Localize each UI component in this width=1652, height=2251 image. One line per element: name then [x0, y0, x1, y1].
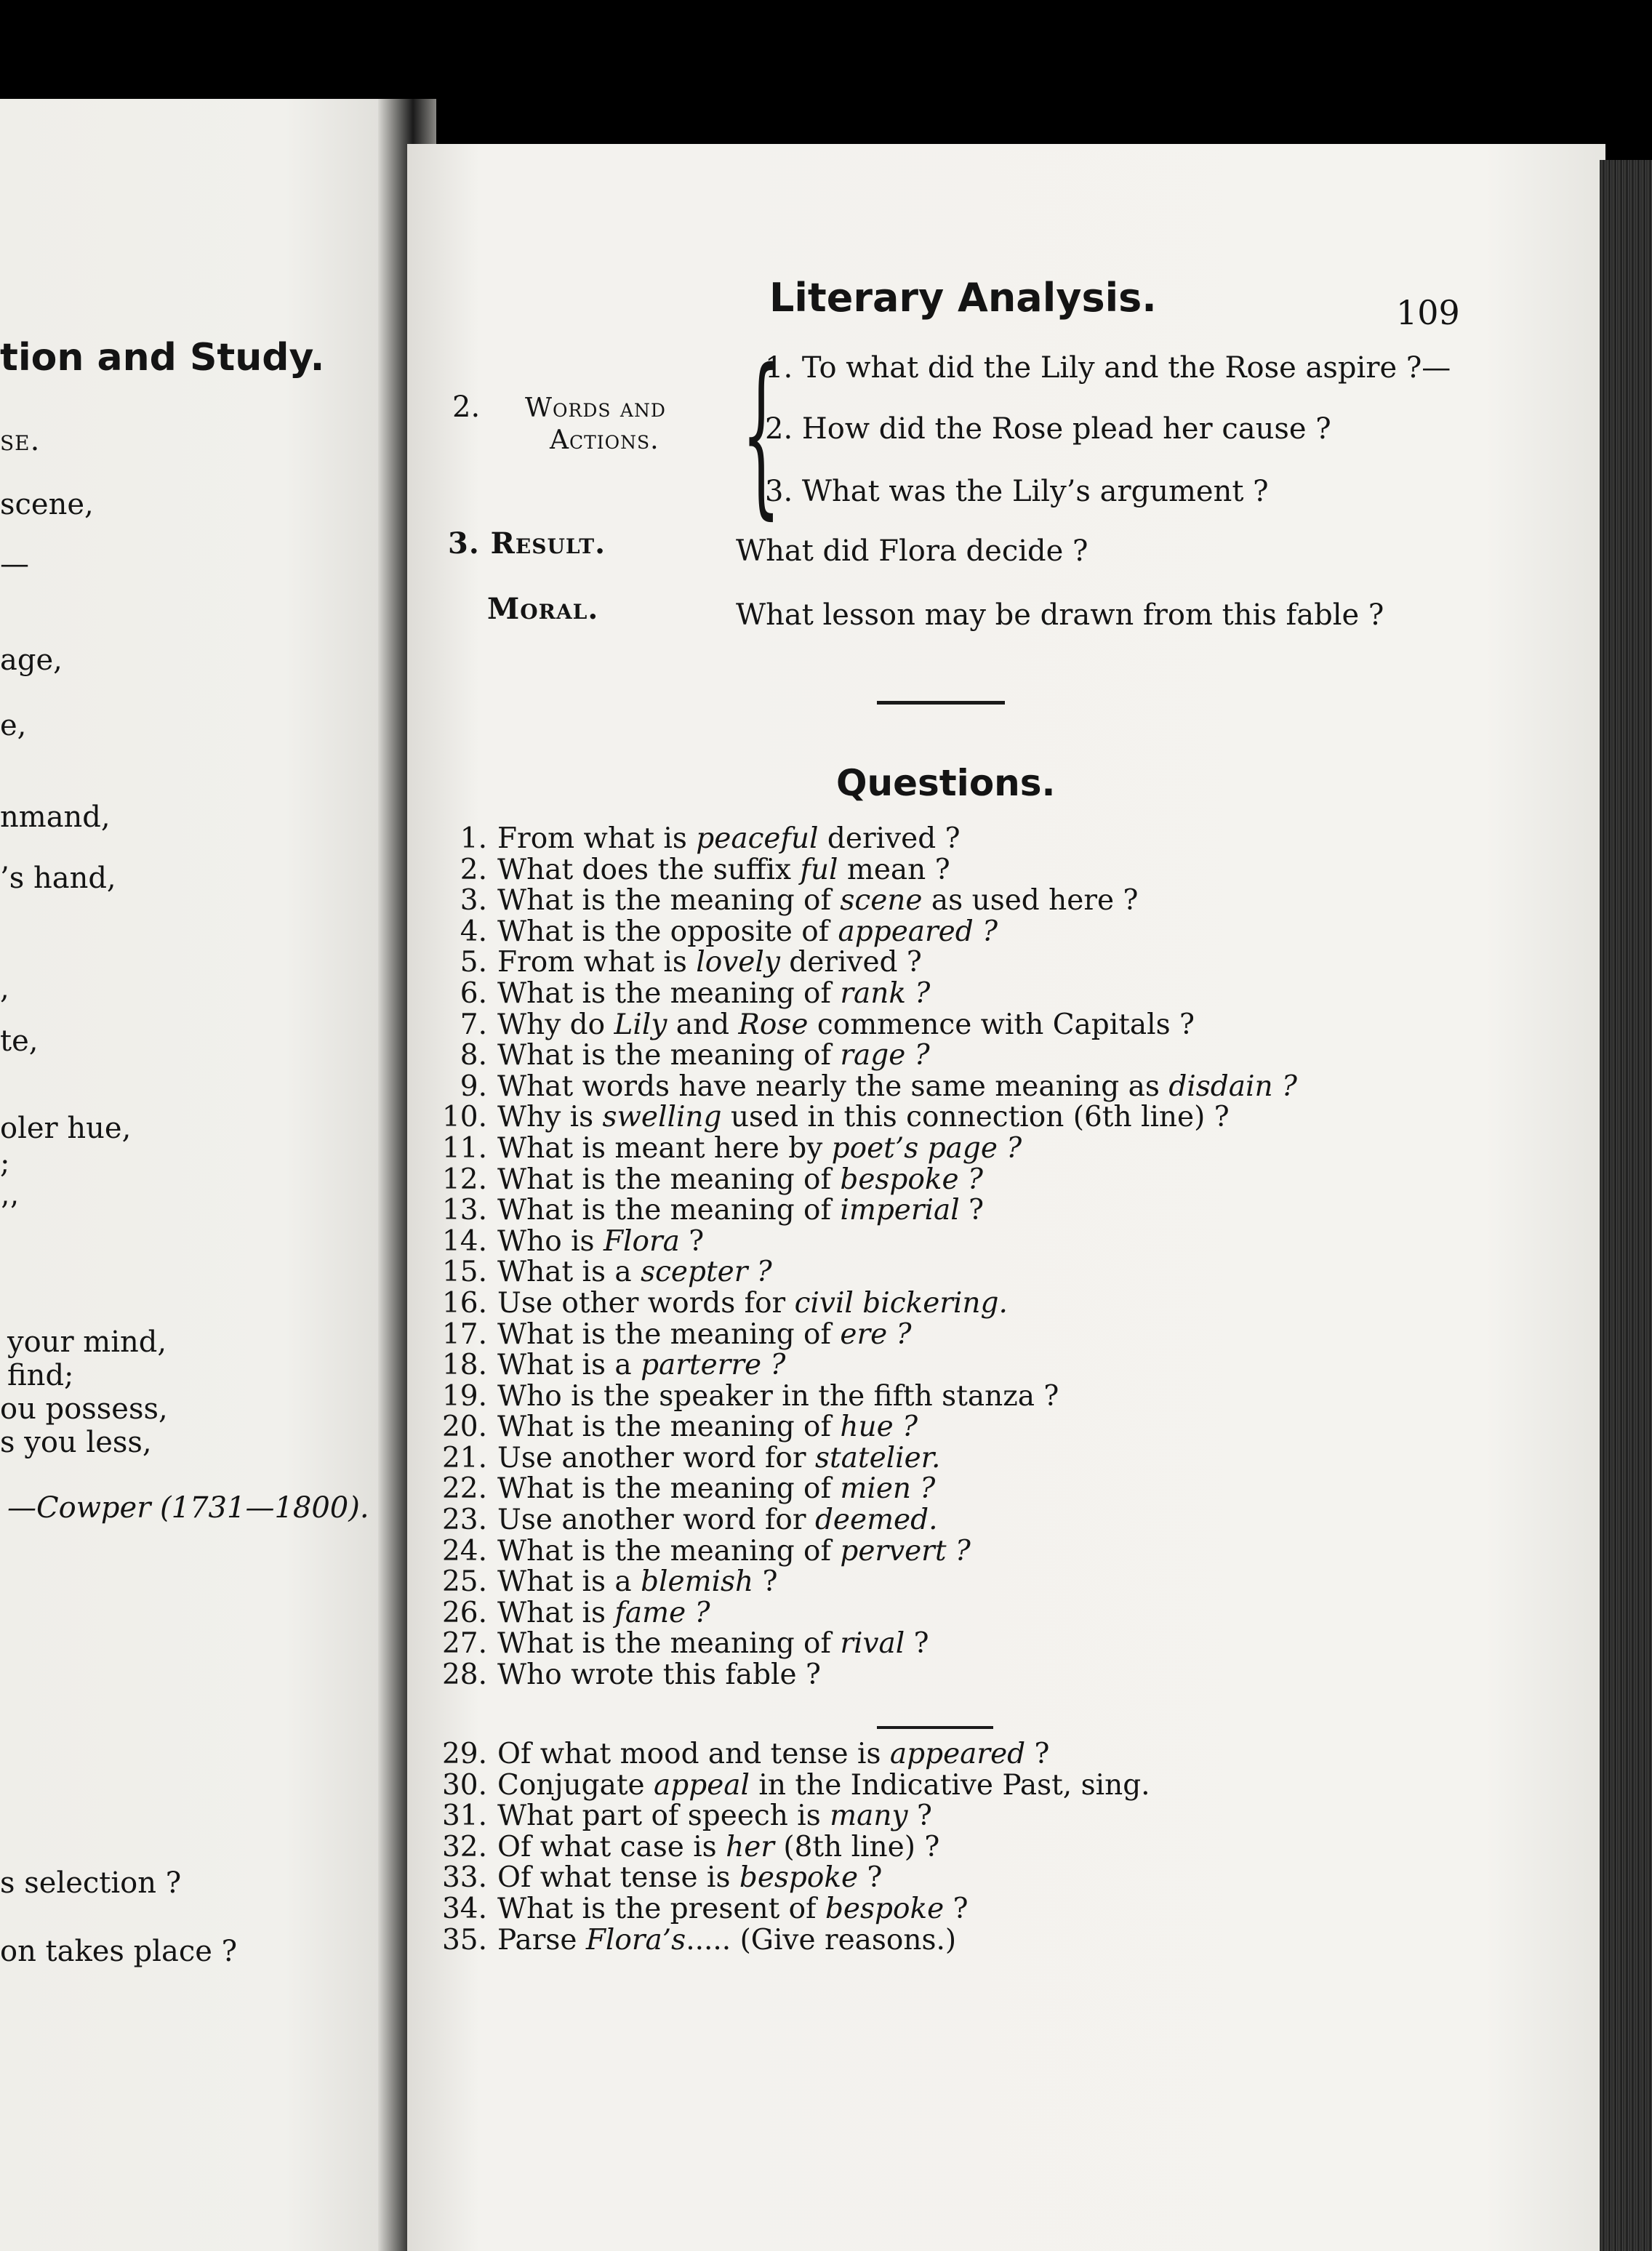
question-item [429, 886, 1297, 917]
question-number: 32. [441, 1830, 487, 1863]
question-item [429, 1072, 1297, 1103]
left-line: e, [0, 709, 27, 742]
question-term: ful [800, 853, 838, 886]
question-item [429, 1195, 1297, 1227]
left-line: , [0, 972, 9, 1006]
analysis-item: 1. To what did the Lily and the Rose aspire ?— [765, 351, 1451, 385]
left-line: nmand, [0, 801, 111, 834]
question-item [429, 1288, 1297, 1320]
left-line: scene, [0, 488, 94, 521]
analysis-item: 2. How did the Rose plead her cause ? [765, 412, 1331, 446]
questions-heading: Questions. [836, 762, 1056, 804]
question-text: Conjugate [497, 1768, 654, 1802]
question-term: bespoke ? [840, 1163, 983, 1196]
question-number: 29. [441, 1738, 487, 1770]
question-term: rank ? [840, 976, 931, 1010]
question-item [429, 855, 1297, 886]
question-term: many [830, 1799, 908, 1833]
question-text: Why is [497, 1101, 603, 1134]
question-number: 23. [441, 1504, 487, 1537]
question-term: statelier. [814, 1441, 941, 1474]
page-number: 109 [1396, 293, 1460, 332]
questions-list [429, 1739, 1150, 1956]
question-text: Who wrote this fable ? [497, 1658, 821, 1692]
question-text: What words have nearly the same meaning as [497, 1070, 1169, 1103]
question-text: Of what mood and tense is [497, 1738, 890, 1770]
question-term: rage ? [840, 1039, 930, 1072]
question-text: Of what tense is [497, 1861, 739, 1895]
question-term: civil bickering. [794, 1286, 1008, 1320]
left-line: te, [0, 1024, 39, 1058]
question-text: ..... (Give reasons.) [686, 1923, 957, 1957]
question-text: What is the opposite of [497, 915, 838, 948]
question-item [429, 1567, 1297, 1598]
question-item [429, 1165, 1297, 1196]
section-heading: Literary Analysis. [769, 275, 1157, 321]
question-number: 15. [441, 1256, 487, 1289]
left-line: s selection ? [0, 1866, 182, 1900]
question-text: From what is [497, 822, 697, 855]
question-text: and [667, 1008, 739, 1041]
question-text: Use another word for [497, 1441, 815, 1474]
left-line: on takes place ? [0, 1935, 238, 1968]
left-heading: tion and Study. [0, 336, 325, 380]
question-item [429, 1536, 1297, 1568]
question-text: Parse [497, 1923, 586, 1957]
question-item [429, 1832, 1150, 1863]
question-number: 2. [460, 853, 487, 886]
question-term: bespoke [739, 1861, 859, 1895]
question-text: used in this connection (6th line) ? [721, 1101, 1230, 1134]
question-text: From what is [497, 946, 697, 979]
question-term: disdain ? [1168, 1070, 1297, 1103]
question-text: in the Indicative Past, sing. [750, 1768, 1150, 1802]
question-item [429, 1894, 1150, 1925]
question-text: (8th line) ? [774, 1830, 940, 1863]
question-text: ? [907, 1799, 932, 1833]
question-term: imperial [840, 1194, 960, 1227]
question-number: 27. [441, 1627, 487, 1661]
question-term: mien ? [840, 1472, 936, 1506]
question-item [429, 1317, 1297, 1351]
question-text: as used here ? [922, 884, 1139, 918]
question-text: What does the suffix [497, 853, 801, 886]
question-text: ? [959, 1194, 985, 1227]
question-text: What is [497, 1596, 615, 1629]
question-text: derived ? [818, 822, 961, 855]
question-number: 13. [441, 1194, 487, 1227]
left-line: — [0, 547, 29, 581]
question-term: lovely [696, 946, 780, 979]
question-term: blemish [641, 1565, 754, 1599]
analysis-label: Words and [525, 393, 666, 423]
question-number: 8. [460, 1039, 487, 1072]
question-text: What is meant here by [497, 1131, 832, 1165]
question-term: appeared [889, 1738, 1026, 1770]
left-line: s you less, [0, 1426, 152, 1459]
question-term: scepter ? [641, 1256, 772, 1289]
result-text: What did Flora decide ? [736, 534, 1088, 568]
question-text: What is the present of [497, 1892, 825, 1925]
question-number: 35. [441, 1923, 487, 1957]
question-term: hue ? [840, 1411, 918, 1444]
question-number: 31. [441, 1799, 487, 1833]
question-term: her [726, 1830, 774, 1863]
question-term: bespoke [825, 1892, 945, 1925]
left-line: age, [0, 643, 63, 677]
left-line: your mind, [7, 1325, 167, 1359]
analysis-number: 2. [452, 390, 481, 424]
question-item [429, 1412, 1297, 1443]
question-text: What is the meaning of [497, 1039, 841, 1072]
question-number: 9. [460, 1070, 487, 1103]
question-item [429, 1040, 1297, 1072]
question-number: 3. [460, 884, 487, 918]
question-text: ? [679, 1224, 705, 1258]
question-text: What is the meaning of [497, 1411, 841, 1444]
question-number: 10. [441, 1101, 487, 1134]
left-line: ’s hand, [0, 862, 116, 895]
question-text: What is the meaning of [497, 1194, 841, 1227]
question-number: 5. [460, 946, 487, 979]
question-number: 25. [441, 1565, 487, 1599]
question-number: 4. [460, 915, 487, 948]
question-item [429, 1257, 1297, 1288]
question-text: What is a [497, 1349, 641, 1382]
left-attribution: —Cowper (1731—1800). [7, 1491, 369, 1525]
left-line: oler hue, [0, 1112, 132, 1145]
question-term: poet’s page ? [831, 1131, 1022, 1165]
question-number: 11. [441, 1131, 487, 1165]
question-text: mean ? [838, 853, 950, 886]
moral-text: What lesson may be drawn from this fable ? [736, 598, 1384, 632]
question-text: What is a [497, 1256, 641, 1289]
question-item [429, 1505, 1297, 1536]
question-number: 14. [441, 1224, 487, 1258]
question-text: What is the meaning of [497, 1627, 841, 1661]
question-term: fame ? [614, 1596, 710, 1629]
question-number: 12. [441, 1163, 487, 1196]
question-term: deemed. [814, 1504, 938, 1537]
question-term: Lily [614, 1008, 667, 1041]
analysis-label: Actions. [550, 425, 659, 455]
question-item [429, 1598, 1297, 1629]
question-term: appeal [654, 1768, 750, 1802]
question-term: Rose [738, 1008, 809, 1041]
question-number: 20. [441, 1411, 487, 1444]
question-item [429, 1443, 1297, 1474]
question-item [429, 1010, 1297, 1041]
question-term: appeared ? [838, 915, 998, 948]
question-term: rival [840, 1627, 905, 1661]
question-text: ? [1025, 1738, 1050, 1770]
question-number: 19. [441, 1379, 487, 1413]
question-number: 21. [441, 1441, 487, 1474]
divider [877, 701, 1005, 705]
question-number: 16. [441, 1286, 487, 1320]
divider [877, 1726, 993, 1729]
question-text: What is the meaning of [497, 1534, 841, 1568]
question-text: What is the meaning of [497, 1472, 841, 1506]
question-text: Of what case is [497, 1830, 726, 1863]
question-text: Why do [497, 1008, 614, 1041]
question-item [429, 976, 1297, 1010]
question-number: 28. [441, 1658, 487, 1692]
question-item [429, 1224, 1297, 1258]
question-text: What part of speech is [497, 1799, 830, 1833]
question-item [429, 917, 1297, 948]
question-number: 30. [441, 1768, 487, 1802]
question-text: ? [753, 1565, 778, 1599]
question-item [429, 1102, 1297, 1133]
left-line: se. [0, 424, 41, 457]
left-page [0, 99, 407, 2251]
question-number: 26. [441, 1596, 487, 1629]
question-term: peaceful [696, 822, 819, 855]
question-number: 33. [441, 1861, 487, 1895]
question-term: swelling [602, 1101, 722, 1134]
question-text: ? [944, 1892, 969, 1925]
question-number: 7. [460, 1008, 487, 1041]
curly-brace-icon: { [742, 332, 781, 535]
left-line: find; [7, 1359, 74, 1392]
question-term: pervert ? [840, 1534, 971, 1568]
left-line: ou possess, [0, 1392, 168, 1426]
left-line: ; [0, 1147, 10, 1180]
question-number: 22. [441, 1472, 487, 1506]
question-item [429, 1133, 1297, 1165]
question-item [429, 1474, 1297, 1505]
question-number: 6. [460, 976, 487, 1010]
question-term: parterre ? [641, 1349, 786, 1382]
question-text: What is the meaning of [497, 1163, 841, 1196]
left-line: ’’ [0, 1196, 19, 1229]
question-item [429, 1770, 1150, 1802]
question-item [429, 824, 1297, 855]
moral-label: Moral. [487, 592, 599, 626]
question-item [429, 1629, 1297, 1660]
question-number: 18. [441, 1349, 487, 1382]
question-term: Flora’s [585, 1923, 686, 1957]
question-item [429, 1739, 1150, 1770]
question-number: 34. [441, 1892, 487, 1925]
question-term: Flora [603, 1224, 680, 1258]
page-edges [1600, 160, 1652, 2251]
question-term: scene [840, 884, 923, 918]
question-text: derived ? [779, 946, 922, 979]
analysis-item: 3. What was the Lily’s argument ? [765, 475, 1269, 508]
question-term: ere ? [840, 1317, 912, 1351]
question-item [429, 1801, 1150, 1832]
question-text: ? [858, 1861, 883, 1895]
question-text: Who is the speaker in the fifth stanza ? [497, 1379, 1059, 1413]
question-text: ? [905, 1627, 929, 1661]
question-item [429, 1925, 1150, 1957]
question-text: Use another word for [497, 1504, 815, 1537]
question-item [429, 1350, 1297, 1381]
question-text: What is a [497, 1565, 641, 1599]
right-page [407, 144, 1605, 2251]
question-number: 1. [460, 822, 487, 855]
questions-list [429, 824, 1297, 1691]
question-text: What is the meaning of [497, 1317, 841, 1351]
question-text: What is the meaning of [497, 976, 841, 1010]
question-number: 24. [441, 1534, 487, 1568]
question-text: What is the meaning of [497, 884, 841, 918]
question-item [429, 1660, 1297, 1691]
question-text: Who is [497, 1224, 604, 1258]
question-item [429, 947, 1297, 979]
question-item [429, 1381, 1297, 1413]
question-text: commence with Capitals ? [808, 1008, 1195, 1041]
question-item [429, 1863, 1150, 1894]
question-number: 17. [441, 1317, 487, 1351]
question-text: Use other words for [497, 1286, 795, 1320]
result-label: 3. Result. [448, 526, 606, 561]
